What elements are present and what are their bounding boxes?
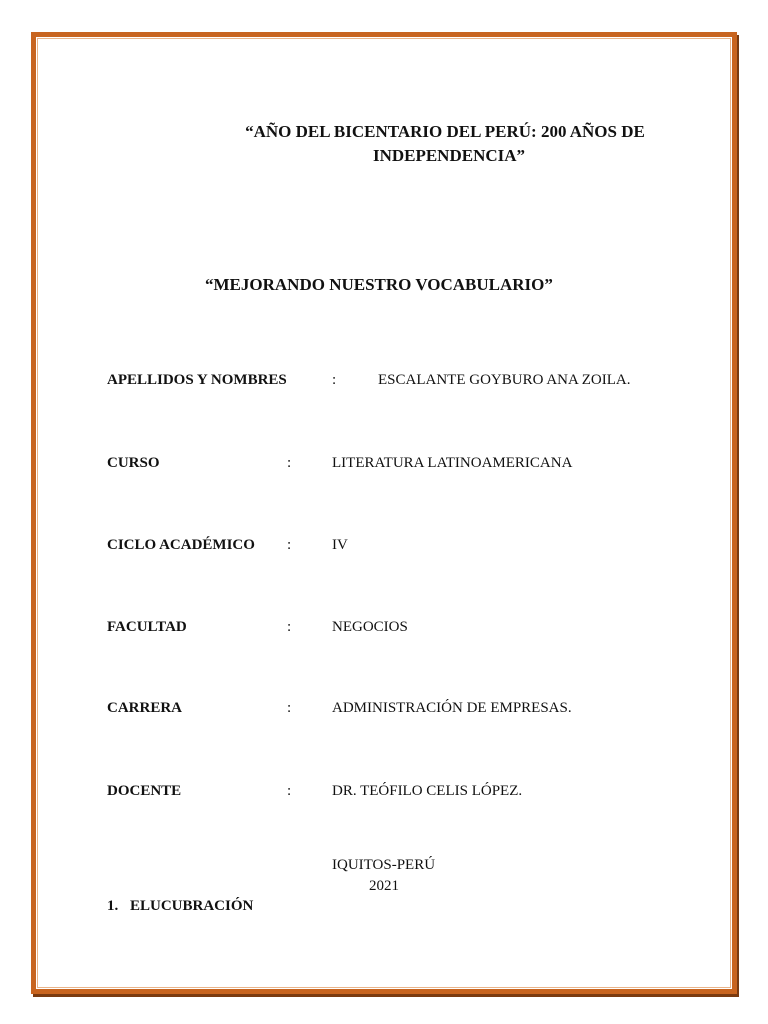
field-label-course: CURSO bbox=[107, 455, 160, 471]
field-label-cycle: CICLO ACADÉMICO bbox=[107, 537, 255, 553]
section-number: 1. bbox=[107, 898, 119, 914]
field-value-career: ADMINISTRACIÓN DE EMPRESAS. bbox=[332, 700, 572, 716]
footer-place: IQUITOS-PERÚ bbox=[332, 857, 436, 873]
field-label-names: APELLIDOS Y NOMBRES bbox=[107, 372, 287, 388]
field-label-teacher: DOCENTE bbox=[107, 783, 182, 799]
field-label-career: CARRERA bbox=[107, 700, 182, 716]
field-colon-teacher: : bbox=[287, 783, 292, 799]
field-value-names: ESCALANTE GOYBURO ANA ZOILA. bbox=[378, 372, 631, 388]
page-border-inner bbox=[37, 38, 731, 988]
field-value-faculty: NEGOCIOS bbox=[332, 619, 408, 635]
year-motto-line1: “AÑO DEL BICENTARIO DEL PERÚ: 200 AÑOS DE bbox=[245, 122, 645, 141]
field-value-cycle: IV bbox=[332, 537, 348, 553]
field-colon-course: : bbox=[287, 455, 292, 471]
section-heading: ELUCUBRACIÓN bbox=[130, 898, 254, 914]
field-colon-faculty: : bbox=[287, 619, 292, 635]
field-colon-names: : bbox=[332, 372, 337, 388]
field-value-course: LITERATURA LATINOAMERICANA bbox=[332, 455, 573, 471]
document-title: “MEJORANDO NUESTRO VOCABULARIO” bbox=[205, 275, 553, 294]
field-colon-career: : bbox=[287, 700, 292, 716]
footer-year: 2021 bbox=[369, 878, 399, 894]
year-motto-line2: INDEPENDENCIA” bbox=[372, 146, 526, 165]
field-value-teacher: DR. TEÓFILO CELIS LÓPEZ. bbox=[332, 783, 523, 799]
field-label-faculty: FACULTAD bbox=[107, 619, 187, 635]
field-colon-cycle: : bbox=[287, 537, 292, 553]
